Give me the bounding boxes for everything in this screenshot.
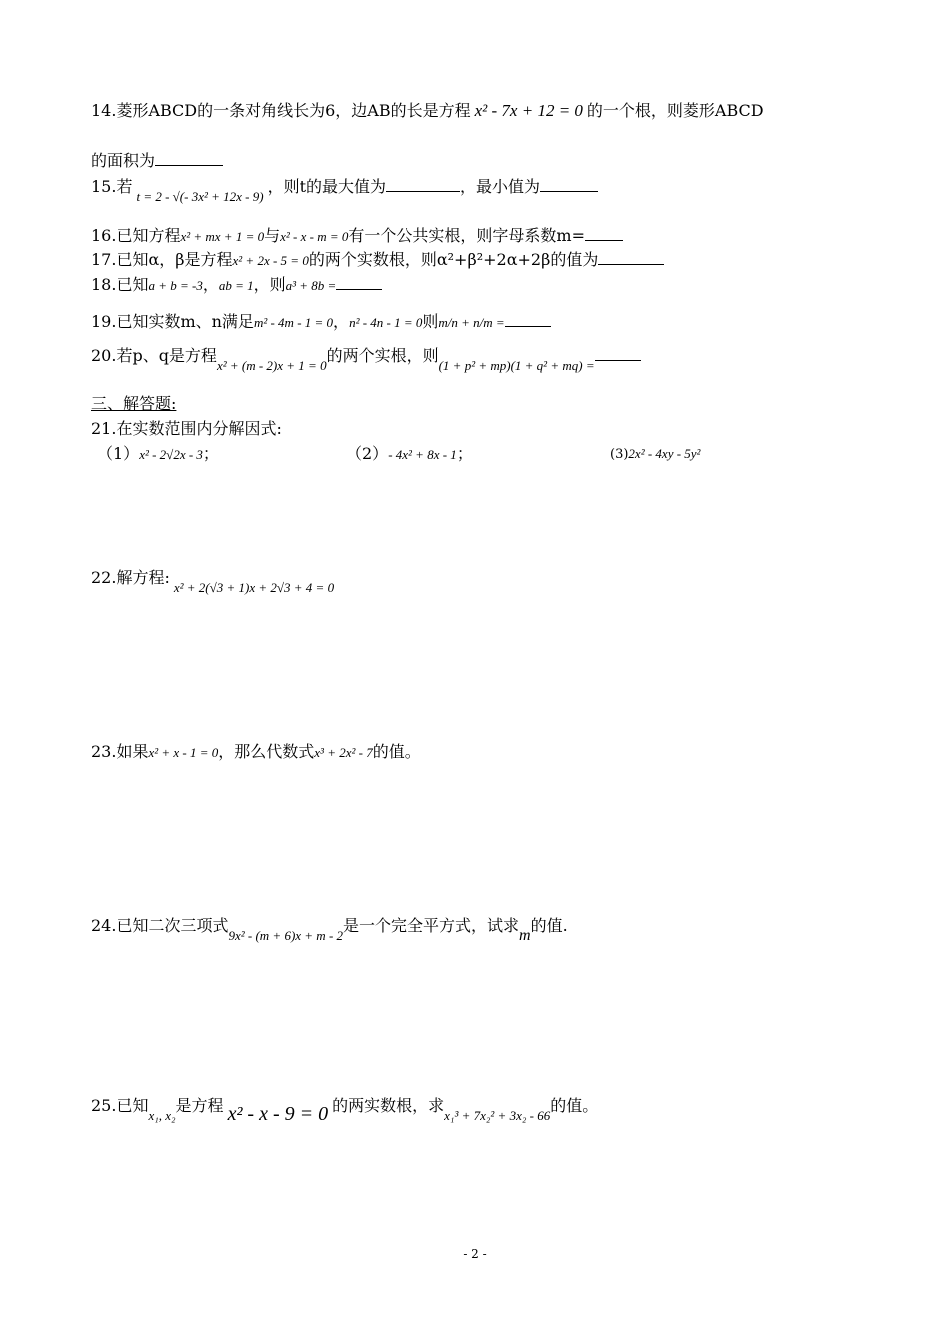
question-14-line2: 的面积为 xyxy=(91,150,223,171)
question-23: 23.如果x² + x - 1 = 0，那么代数式x³ + 2x² - 7的值。 xyxy=(91,742,421,761)
equation: x² + (m - 2)x + 1 = 0 xyxy=(216,358,327,373)
question-24: 24.已知二次三项式$_{9x^2 - (m + 6)x + m - 2}$是一个完全平方式，试求m的值. xyxy=(91,916,568,944)
answer-blank[interactable] xyxy=(598,249,664,265)
question-21-part1: （1）x² - 2√2x - 3； xyxy=(97,444,219,463)
equation: x² - 2√2x - 3 xyxy=(139,447,203,462)
question-19: 19.已知实数m、n满足m² - 4m - 1 = 0，n² - 4n - 1 = 0则m/n + n/m = xyxy=(91,311,551,333)
equation: m xyxy=(519,927,531,944)
equation: t = 2 - √(- 3x² + 12x - 9) xyxy=(136,189,264,204)
equation: ab = 1 xyxy=(218,278,254,293)
equation: x² + mx + 1 = 0 xyxy=(180,229,265,244)
equation: a + b = -3 xyxy=(148,278,203,293)
answer-blank[interactable] xyxy=(505,311,551,327)
answer-blank[interactable] xyxy=(155,150,223,166)
question-16: 16.已知方程x² + mx + 1 = 0与x² - x - m = 0有一个公共实根，则字母系数m= xyxy=(91,225,623,247)
question-21: 21.在实数范围内分解因式: xyxy=(91,419,282,438)
equation: x² - x - 9 = 0 xyxy=(227,1103,329,1125)
equation: 2x² - 4xy - 5y² xyxy=(628,446,701,461)
answer-blank[interactable] xyxy=(595,345,641,361)
question-15: 15.若$_{t = 2 - √(- 3x^2 + 12x - 9)}$，则t的最大值为 ，最小值为 xyxy=(91,176,598,198)
equation: x₁³ + 7x₂² + 3x₂ - 66 xyxy=(444,1108,551,1123)
question-21-part2: （2）- 4x² + 8x - 1； xyxy=(346,444,473,463)
equation: m² - 4m - 1 = 0 xyxy=(253,315,334,330)
page-number: - 2 - xyxy=(463,1247,487,1261)
equation: n² - 4n - 1 = 0 xyxy=(349,315,423,330)
answer-blank[interactable] xyxy=(585,225,623,241)
answer-blank[interactable] xyxy=(336,274,382,290)
section-heading: 三、解答题: xyxy=(91,394,177,413)
equation: a³ + 8b = xyxy=(285,278,337,293)
equation: x₁, x₂ xyxy=(148,1108,176,1123)
answer-blank[interactable] xyxy=(540,176,598,192)
equation: - 4x² + 8x - 1 xyxy=(388,447,457,462)
question-22: 22.解方程$:_{x^2 + 2(√3 + 1)x + 2√3 + 4 = 0}$ xyxy=(91,568,335,595)
answer-blank[interactable] xyxy=(386,176,460,192)
equation: 9x² - (m + 6)x + m - 2 xyxy=(228,928,344,943)
question-21-part3: (3)2x² - 4xy - 5y² xyxy=(610,446,701,462)
equation: x² + 2x - 5 = 0 xyxy=(232,253,309,268)
equation: x² - x - m = 0 xyxy=(280,229,349,244)
equation: x² - 7x + 12 = 0 xyxy=(474,101,583,120)
question-14-line1: 14.菱形ABCD的一条对角线长为6，边AB的长是方程 x² - 7x + 12 = 0 的一个根，则菱形ABCD xyxy=(91,101,764,120)
equation: x³ + 2x² - 7 xyxy=(314,745,373,760)
equation: x² + 2(√3 + 1)x + 2√3 + 4 = 0 xyxy=(173,580,335,595)
question-25: 25.已知$_{x_1, x_2}$是方程 x² - x - 9 = 0 的两实数根，求$_{x_1^3 + 7x_2^2 + 3x_2 - 66}$的值。 xyxy=(91,1096,599,1125)
question-20: 20.若p、q是方程$_{x^2 + (m - 2)x + 1 = 0}$的两个实根，则$_{(1 + p^2 + mp)(1 + q^2 + mq) =}$ xyxy=(91,345,641,367)
equation: m/n + n/m = xyxy=(438,315,505,330)
question-17: 17.已知α，β是方程x² + 2x - 5 = 0的两个实数根，则α²+β²+2α+2β的值为 xyxy=(91,249,664,271)
equation: x² + x - 1 = 0 xyxy=(148,745,219,760)
question-18: 18.已知a + b = -3，ab = 1，则a³ + 8b = xyxy=(91,274,382,296)
equation: (1 + p² + mp)(1 + q² + mq) = xyxy=(438,358,595,373)
